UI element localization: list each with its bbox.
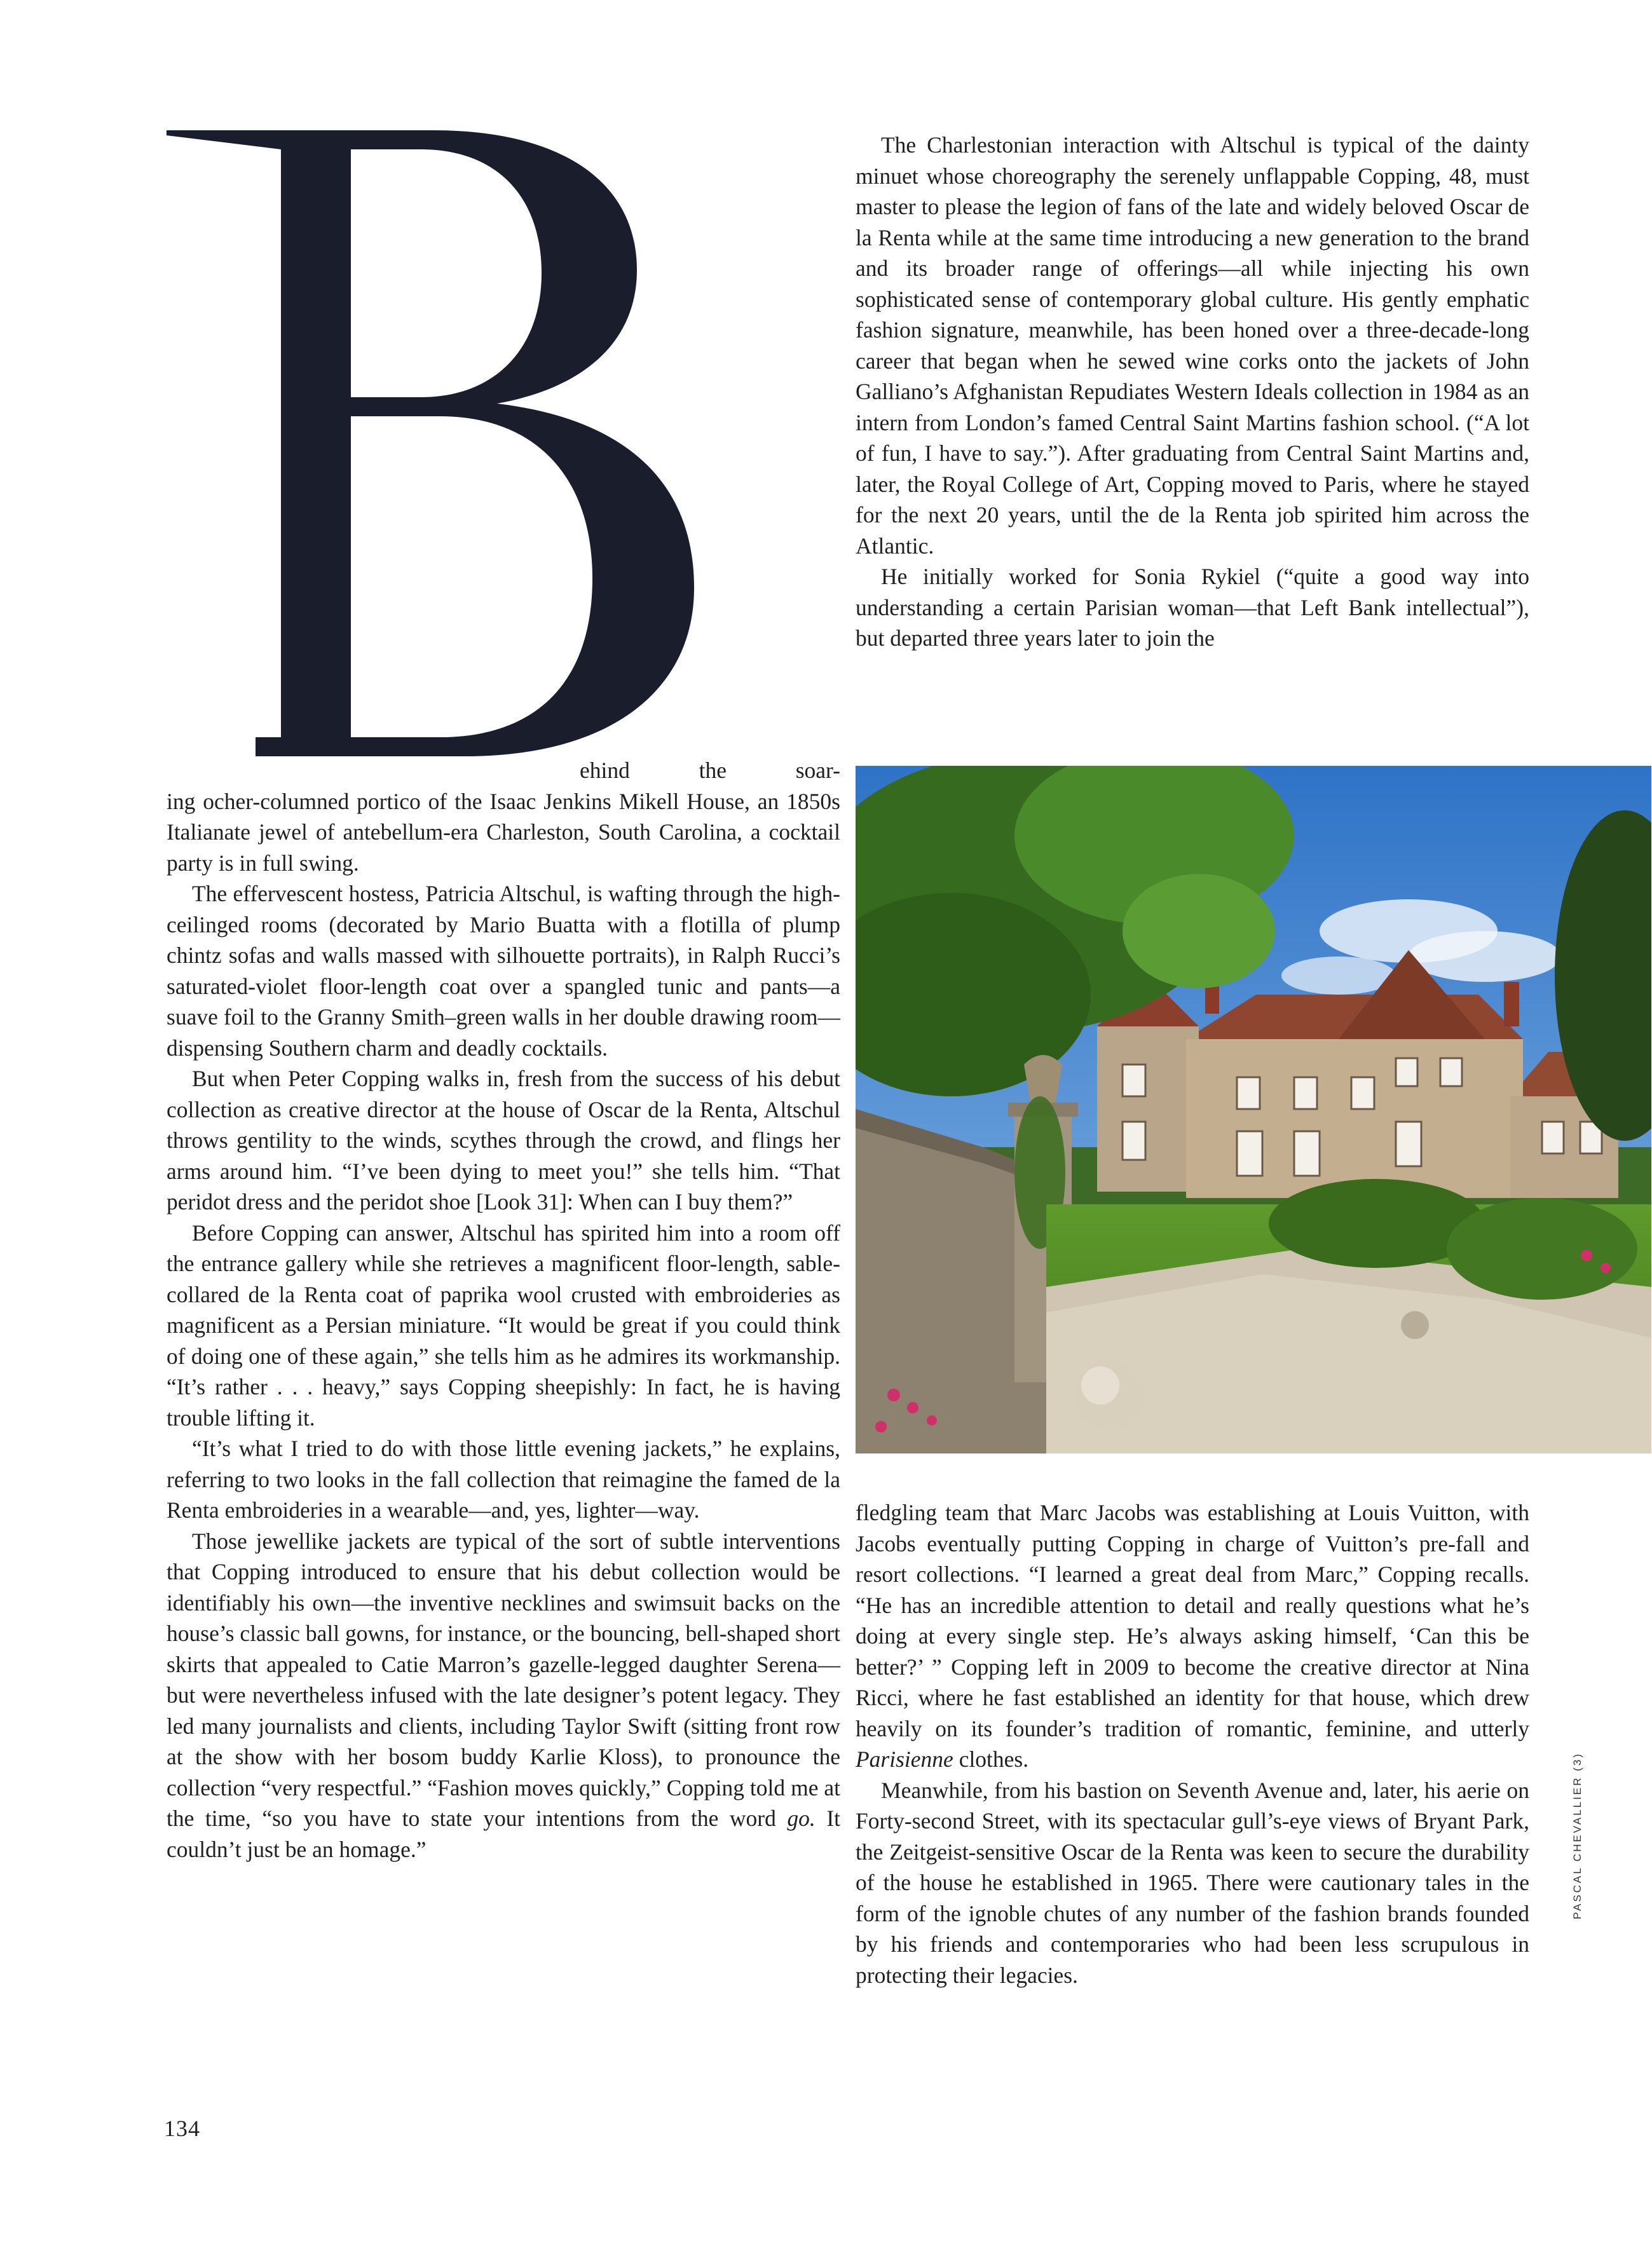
paragraph: But when Peter Copping walks in, fresh from the success of his debut collection as creative director at the house of Oscar de la Renta, Altschul throws gentility to the winds, scythes through the crowd, and flings her arms around him. “I’ve been dying to meet you!” she tells him. “That peridot dress and the peridot shoe [Look 31]: When can I buy them?” <box>167 1066 840 1215</box>
page-number: 134 <box>164 2116 200 2141</box>
photo-credit: PASCAL CHEVALLIER (3) <box>1571 1752 1583 1919</box>
chateau-photo <box>856 766 1651 1453</box>
paragraph: Those jewellike jackets are typical of the sort of subtle interventions that Copping introduced to ensure that his debut collection would be identifiably his own—the inventive necklines and swimsuit backs on the house’s classic ball gowns, for instance, or the bouncing, bell-shaped short skirts that appealed to Catie Marron’s gazelle-legged daughter Serena—but were nevertheless infused with the late designer’s potent legacy. They led many journalists and clients, including Taylor Swift (sitting front row at the show with her bosom buddy Karlie Kloss), to pronounce the collection “very respectful.” “Fashion moves quickly,” Copping told me at the time, “so you have to state your intentions from the word go. It couldn’t just be an homage.” <box>167 1528 840 1862</box>
dropcap-letter <box>167 130 694 766</box>
paragraph: The Charlestonian interaction with Altschul is typical of the dainty minuet whose choreography the serenely unflappable Copping, 48, must master to please the legion of fans of the late and widely beloved Oscar de la Renta while at the same time introducing a new generation to the brand and its broader range of offerings—all while injecting his own sophisticated sense of contemporary global culture. His gently emphatic fashion signature, meanwhile, has been honed over a three-decade-long career that began when he sewed wine corks onto the jackets of John Galliano’s Afghanistan Repudiates Western Ideals collection in 1984 as an intern from London’s famed Central Saint Martins fashion school. (“A lot of fun, I have to say.”). After graduating from Central Saint Martins and, later, the Royal College of Art, Copping moved to Paris, where he stayed for the next 20 years, until the de la Renta job spirited him across the Atlantic. <box>856 132 1529 559</box>
paragraph: fledgling team that Marc Jacobs was establishing at Louis Vuitton, with Jacobs eventually putting Copping in charge of Vuitton’s pre-fall and resort collections. “I learned a great deal from Marc,” Copping recalls. “He has an incredible attention to detail and really questions what he’s doing at every single step. He’s always asking himself, ‘Can this be better?’ ” Copping left in 2009 to become the creative director at Nina Ricci, where he fast established an identity for that house, which drew heavily on its founder’s tradition of romantic, feminine, and utterly Parisienne clothes. <box>856 1500 1529 1772</box>
article-right-column-top <box>856 130 1529 654</box>
lead-first-line: ehind the soar- <box>580 758 840 783</box>
paragraph: ing ocher-columned portico of the Isaac Jenkins Mikell House, an 1850s Italianate jewel of antebellum-era Charleston, South Carolina, a cocktail party is in full swing. <box>167 788 840 876</box>
paragraph: Meanwhile, from his bastion on Seventh Avenue and, later, his aerie on Forty-second Street, with its spectacular gull’s-eye views of Bryant Park, the Zeitgeist-sensitive Oscar de la Renta was keen to secure the durability of the house he established in 1965. There were cautionary tales in the form of the ignoble chutes of any number of the fashion brands founded by his friends and contemporaries who had been less scrupulous in protecting their legacies. <box>856 1777 1529 1988</box>
article-left-column <box>167 755 840 1865</box>
article-right-column-bottom <box>856 1497 1529 1991</box>
paragraph: “It’s what I tried to do with those little evening jackets,” he explains, referring to two looks in the fall collection that reimagine the famed de la Renta embroideries in a wearable—and, yes, lighter—way. <box>167 1436 840 1523</box>
paragraph: The effervescent hostess, Patricia Altschul, is wafting through the high-ceilinged rooms (decorated by Mario Buatta with a flotilla of plump chintz sofas and walls massed with silhouette portraits), in Ralph Rucci’s saturated-violet floor-length coat over a spangled tunic and pants—a suave foil to the Granny Smith–green walls in her double drawing room—dispensing Southern charm and deadly cocktails. <box>167 881 840 1061</box>
paragraph: He initially worked for Sonia Rykiel (“quite a good way into understanding a certain Parisian woman—that Left Bank intellectual”), but departed three years later to join the <box>856 564 1529 651</box>
paragraph: Before Copping can answer, Altschul has spirited him into a room off the entrance gallery while she retrieves a magnificent floor-length, sable-collared de la Renta coat of paprika wool crusted with embroideries as magnificent as a Persian miniature. “It would be great if you could think of doing one of these again,” she tells him as he admires its workmanship. “It’s rather . . . heavy,” says Copping sheepishly: In fact, he is having trouble lifting it. <box>167 1220 840 1431</box>
